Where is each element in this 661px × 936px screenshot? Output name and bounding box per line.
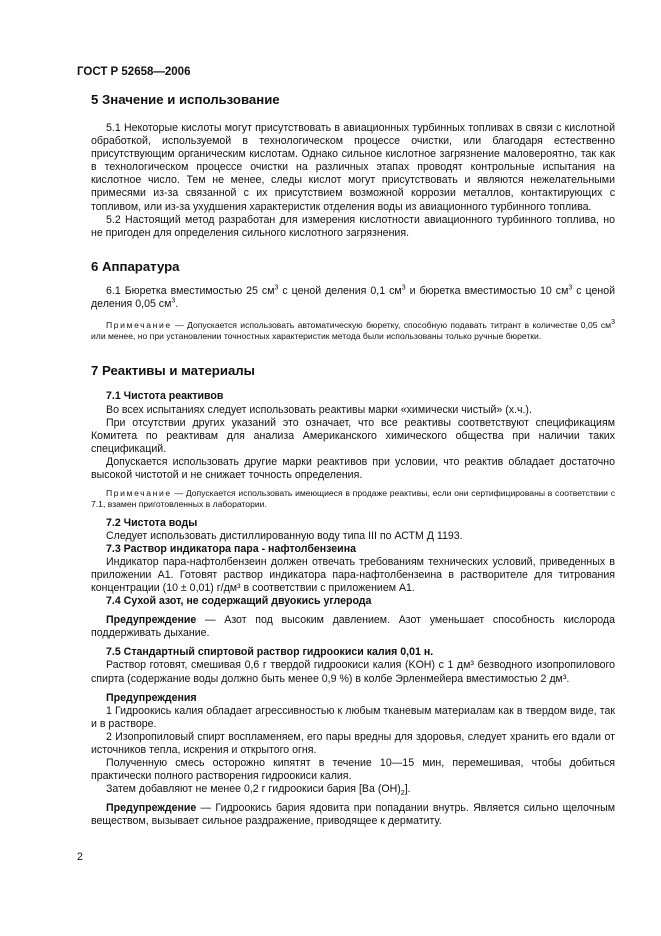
section-5-2-text: 5.2 Настоящий метод разработан для измерения кислотности авиационного турбинного топлива, но не пригоден для определения сильного кислотного загрязнения.: [91, 213, 615, 239]
section-6-note: Примечание — Допускается использовать автоматическую бюретку, способную подавать титрант в количестве 0,05 $см^3$ или менее, но при установлении точностных характеристик метода были использованы только ручные бюретки.: [91, 319, 615, 342]
standard-code-header: ГОСТ Р 52658—2006: [77, 66, 191, 78]
section-5-title: 5 Значение и использование: [91, 92, 280, 107]
boil-instruction: Полученную смесь осторожно кипятят в течение 10—15 мин, перемешивая, чтобы добиться практически полного растворения гидроокиси калия.: [91, 757, 615, 783]
warning-1: 1 Гидроокись калия обладает агрессивностью к любым тканевым материалам как в твердом виде, так и в растворе.: [91, 704, 615, 730]
warnings-title: Предупреждения: [106, 691, 197, 704]
section-7-2-title: 7.2 Чистота воды: [106, 516, 198, 529]
page-content: [91, 92, 615, 829]
section-7-1-title: 7.1 Чистота реактивов: [106, 390, 224, 403]
section-7-1-p2: При отсутствии других указаний это означает, что все реактивы соответствуют спецификациям Комитета по реактивам для анализа Американского химического общества при наличии таких спецификаций.: [91, 416, 615, 455]
section-7-2-text: Следует использовать дистиллированную воду типа III по АСТМ Д 1193.: [106, 529, 463, 542]
section-7-3-text: Индикатор пара-нафтолбензеин должен отвечать требованиям технических условий, приведенных в приложении А1. Готовят раствор индикатора пара-нафтолбензеина в растворителе для титрования концентрации (10 ± 0,01) г/дм³ в соответствии с приложением А1.: [91, 555, 615, 594]
section-6-title: 6 Аппаратура: [91, 258, 180, 274]
section-7-4-title: 7.4 Сухой азот, не содержащий двуокись углерода: [106, 595, 372, 608]
section-7-1-p3: Допускается использовать другие марки реактивов при условии, что реактив обладает достаточно высокой чистотой и не снижает точность определения.: [91, 455, 615, 481]
section-7-4-warning: Предупреждение — Азот под высоким давлением. Азот уменьшает способность кислорода поддерживать дыхание.: [91, 614, 615, 640]
section-7-5-text: Раствор готовят, смешивая 0,6 г твердой гидроокиси калия (KOH) с 1 дм³ безводного изопропилового спирта (содержание воды должно быть менее 0,9 %) в колбе Эрленмейера вместимостью 2 дм³.: [91, 659, 615, 685]
section-5-1-text: 5.1 Некоторые кислоты могут присутствовать в авиационных турбинных топливах в связи с кислотной обработкой, используемой в технологическом процессе очистки, или благодаря естественно присутствующим органическим кислотам. Однако сильное кислотное загрязнение маловероятно, так как в технологическом процессе очистки на различных этапах проводят контрольные испытания на кислотное число. Тем не менее, следы кислот могут присутствовать и являются нежелательными примесями из-за связанной с их присутствием возможной коррозии металлов, контактирующих с топливом, или из-за ухудшения характеристик отделения воды из авиационного турбинного топлива.: [91, 122, 615, 213]
warning-2: 2 Изопропиловый спирт воспламеняем, его пары вредны для здоровья, следует хранить его вдали от источников тепла, искрения и открытого огня.: [91, 730, 615, 756]
section-6-1-text: 6.1 Бюретка вместимостью 25 $см^3$ с ценой деления 0,1 $см^3$ и бюретка вместимостью 10 $см^3$ с ценой деления 0,05 $см^3$.: [91, 284, 616, 310]
page-number: 2: [77, 851, 83, 863]
final-warning: Предупреждение — Гидроокись бария ядовита при попадании внутрь. Является сильно щелочным веществом, вызывает сильное раздражение, приводящее к дерматиту.: [91, 802, 615, 828]
section-7-1-p1: Во всех испытаниях следует использовать реактивы марки «химически чистый» (х.ч.).: [106, 403, 532, 416]
barium-addition: Затем добавляют не менее 0,2 г гидроокиси бария [Ba $(OH)_2$].: [106, 783, 411, 798]
section-7-1-note: Примечание — Допускается использовать имеющиеся в продаже реактивы, если они сертифицированы в соответствии с 7.1, взамен приготовленных в лаборатории.: [91, 488, 615, 510]
section-7-5-title: 7.5 Стандартный спиртовой раствор гидроокиси калия 0,01 н.: [106, 646, 434, 659]
section-7-3-title: 7.3 Раствор индикатора пара - нафтолбензеина: [106, 542, 356, 555]
section-7-title: 7 Реактивы и материалы: [91, 363, 255, 379]
